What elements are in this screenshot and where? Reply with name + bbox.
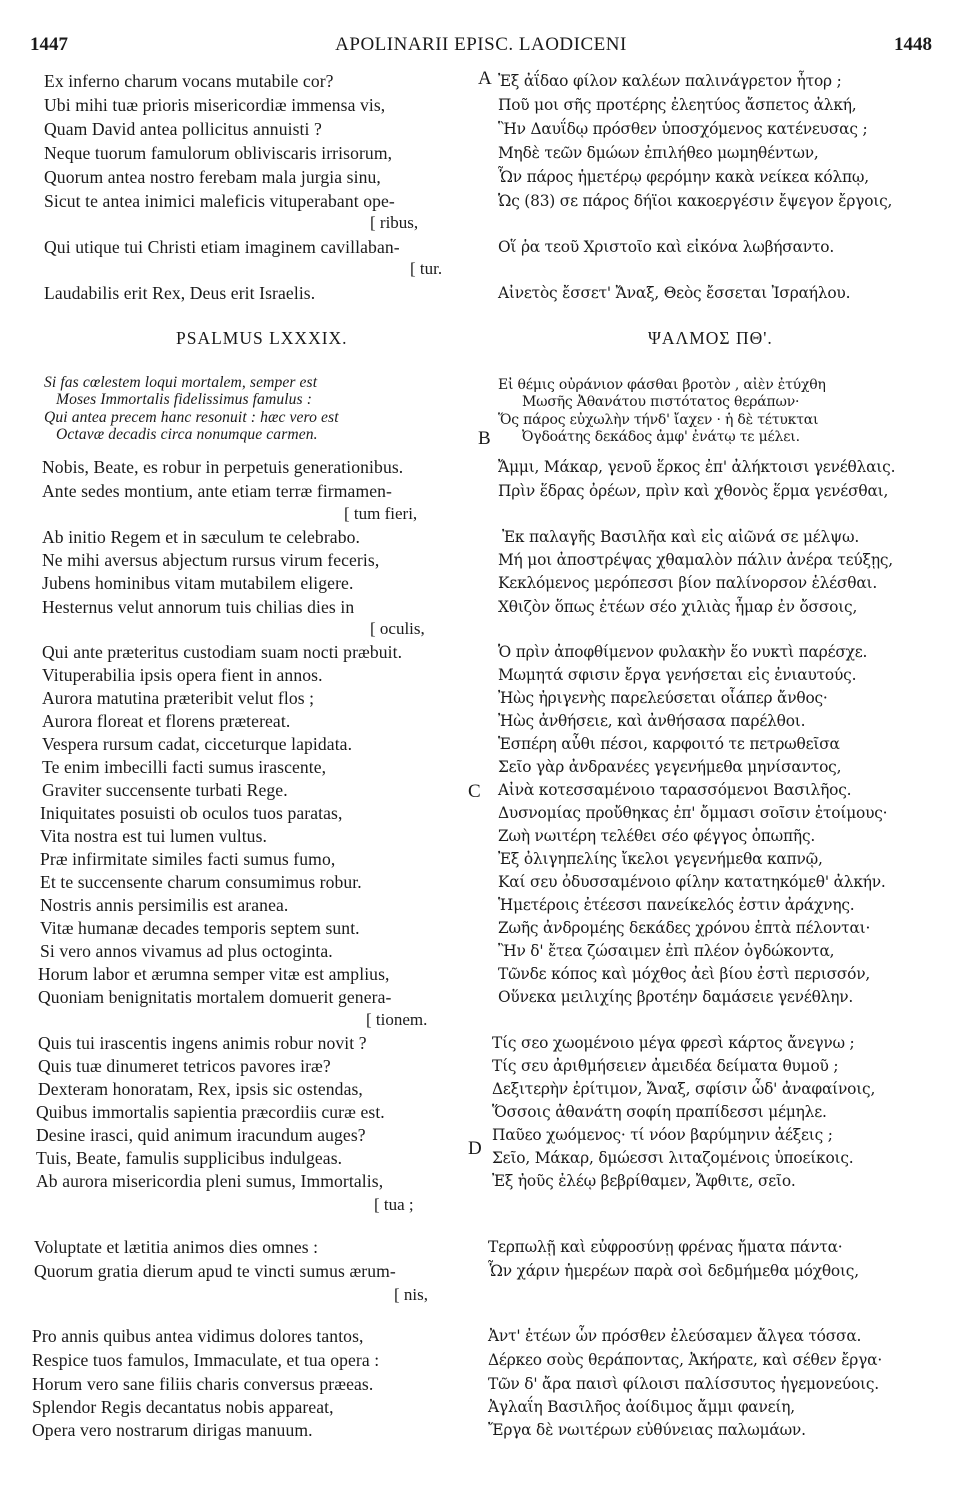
latin-line: Ubi mihi tuæ prioris misericordiæ immensa vis, (44, 95, 386, 115)
greek-line: Παῦεο χωόμενος· τί νόον βαρύμηνιν ἀέξεις ; (492, 1126, 833, 1144)
greek-line: Μηδὲ τεῶν δμώων ἐπιλήθεο μωμηθέντων, (498, 144, 819, 162)
latin-continuation: [ ribus, (370, 213, 419, 232)
latin-line: Si vero annos vivamus ad plus octoginta. (40, 941, 333, 961)
latin-preface-line: Moses Immortalis fidelissimus famulus : (56, 391, 313, 408)
greek-line: Μωμητά σφισιν ἔργα γενήσεται εἰς ἐνιαυτούς. (498, 666, 857, 684)
latin-line: Ne mihi aversus abjectum rursus virum feceris, (42, 550, 380, 570)
latin-line: Laudabilis erit Rex, Deus erit Israelis. (44, 283, 316, 303)
greek-line: Οὕνεκα μειλιχίης βροτέην δαμάσειε γενέθλην. (498, 988, 854, 1006)
greek-line: Ζωὴ νωιτέρη τελέθει σέο φέγγος ὀπωπῆς. (498, 827, 816, 845)
greek-line: Ἢν δ' ἔτεα ζώσαιμεν ἐπὶ πλέον ὀγδώκοντα, (498, 942, 835, 960)
margin-letter-a: A (478, 68, 492, 89)
latin-line: Sicut te antea inimici maleficis vituperabant ope- (44, 191, 395, 211)
latin-line: Respice tuos famulos, Immaculate, et tua opera : (32, 1350, 380, 1370)
latin-line: Qui utique tui Christi etiam imaginem cavillaban- (44, 237, 400, 257)
greek-line: Τίς σεο χωομένοιο μέγα φρεσὶ κάρτος ἄνεγνω ; (492, 1034, 855, 1052)
greek-line: Σεῖο γὰρ ἀνδρανέες γεγενήμεθα μηνίσαντος, (498, 758, 842, 776)
latin-line: Præ infirmitate similes facti sumus fumo, (40, 849, 336, 869)
greek-preface-line: Εἰ θέμις οὐράνιον φάσθαι βροτὸν , αἰὲν ἐτύχθη (498, 377, 826, 393)
greek-line: Ζωῆς ἀνδρομέης δεκάδες χρόνου ἑπτὰ πέλονται· (498, 919, 871, 937)
latin-line: Neque tuorum famulorum obliviscaris irrisorum, (44, 143, 393, 163)
latin-line: Voluptate et lætitia animos dies omnes : (34, 1237, 319, 1257)
greek-line: Ποῦ μοι σῆς προτέρης ἐλεητύος ἄσπετος ἀλκή, (498, 96, 857, 114)
greek-line: Ἐξ ἀΐδαο φίλον καλέων παλινάγρετον ἦτορ ; (498, 72, 842, 90)
greek-line: Αἰνὰ κοτεσσαμένοιο ταρασσόμενοι Βασιλῆος. (498, 781, 852, 799)
latin-line: Quoniam benignitatis mortalem domuerit genera- (38, 987, 392, 1007)
latin-line: Quis tuæ dinumeret tetricos pavores iræ? (38, 1056, 331, 1076)
greek-line: Χθιζὸν ὅπως ἐτέων σέο χιλιὰς ἦμαρ ἐν ὄσσοις, (498, 598, 858, 616)
latin-line: Qui ante præteritus custodiam suam nocti præbuit. (42, 642, 403, 662)
greek-line: Ἣν Δαυΐδῳ πρόσθεν ὑποσχόμενος κατένευσας ; (498, 120, 868, 138)
psalm-title-greek: ΨΑΛΜΟΣ ΠΘ'. (648, 328, 773, 348)
latin-continuation: [ nis, (394, 1285, 428, 1304)
latin-line: Et te succensente charum consumimus robur. (40, 872, 362, 892)
latin-line: Quorum gratia dierum apud te vincti sumus ærum- (34, 1261, 396, 1281)
latin-line: Nostris annis persimilis est aranea. (40, 895, 289, 915)
greek-line: Αἰνετὸς ἔσσετ' Ἄναξ, Θεὸς ἔσσεται Ἰσραήλου. (498, 284, 851, 302)
greek-line: Ἐξ ἠοῦς ἐλέῳ βεβρίθαμεν, Ἄφθιτε, σεῖο. (492, 1172, 796, 1190)
greek-line: Ἐκ παλαγῆς Βασιλῆα καὶ εἰς αἰῶνά σε μέλψω. (502, 528, 860, 546)
latin-continuation: [ tionem. (366, 1010, 428, 1029)
greek-line: Ἀγλαΐη Βασιλῆος ἀοίδιμος ἄμμι φανείη, (488, 1398, 795, 1416)
latin-continuation: [ tur. (410, 259, 443, 278)
latin-line: Opera vero nostrarum dirigas manuum. (32, 1420, 313, 1440)
latin-line: Quis tui irascentis ingens animis robur novit ? (38, 1033, 367, 1053)
greek-line: Ὡς (83) σε πάρος δήϊοι κακοεργέσιν ἔψεγον ἔργοις, (498, 192, 893, 210)
greek-line: Ἔργα δὲ νωιτέρων εὐθύνειας παλωμάων. (488, 1421, 806, 1439)
greek-line: Ἑσπέρη αὖθι πέσοι, καρφοιτό τε πετρωθεῖσα (498, 735, 840, 753)
latin-line: Nobis, Beate, es robur in perpetuis generationibus. (42, 457, 404, 477)
greek-line: Ὧν πάρος ἡμετέρῳ φερόμην κακὰ νείκεα κόλπῳ, (498, 168, 869, 186)
greek-line: Ἠὼς ἠριγενὴς παρελεύσεται οἷάπερ ἄνθος· (498, 689, 828, 707)
greek-line: Ὧν χάριν ἡμερέων παρὰ σοὶ δεδμήμεθα μόχθοις, (488, 1262, 859, 1280)
latin-line: Pro annis quibus antea vidimus dolores tantos, (32, 1326, 364, 1346)
running-title: APOLINARII EPISC. LAODICENI (335, 34, 627, 55)
greek-line: Οἵ ῥα τεοῦ Χριστοῖο καὶ εἰκόνα λωβήσαντο. (498, 238, 835, 256)
latin-line: Aurora matutina præteribit velut flos ; (42, 688, 315, 708)
latin-continuation: [ oculis, (370, 619, 425, 638)
page-number-right: 1448 (894, 34, 932, 55)
latin-line: Vitæ humanæ decades temporis septem sunt. (40, 918, 360, 938)
latin-line: Aurora floreat et florens prætereat. (42, 711, 291, 731)
greek-line: Τῶν δ' ἄρα παισὶ φίλοισι παλίσσυτος ἡγεμονεύοις. (488, 1375, 879, 1393)
greek-line: Ἐξ ὀλιγηπελίης ἴκελοι γεγενήμεθα καπνῷ, (498, 850, 823, 868)
latin-line: Ante sedes montium, ante etiam terræ firmamen- (42, 481, 393, 501)
greek-preface-line: Ὅς πάρος εὐχωλὴν τήνδ' ἴαχεν · ἡ δὲ τέτυκται (498, 412, 819, 428)
greek-line: Ἀντ' ἐτέων ὧν πρόσθεν ἐλεύσαμεν ἄλγεα τόσσα. (488, 1327, 862, 1345)
latin-line: Quam David antea pollicitus annuisti ? (44, 119, 322, 139)
latin-line: Dexteram honoratam, Rex, ipsis sic ostendas, (38, 1079, 363, 1099)
latin-line: Vita nostra est tui lumen vultus. (40, 826, 268, 846)
latin-line: Quorum antea nostro ferebam mala jurgia sinu, (44, 167, 381, 187)
margin-letter-c: C (468, 781, 481, 802)
greek-line: Δεξιτερὴν ἐρίτιμον, Ἄναξ, σφίσιν ὧδ' ἀναφαίνοις, (492, 1080, 876, 1098)
latin-line: Quibus immortalis sapientia præcordiis curæ est. (36, 1102, 385, 1122)
latin-line: Te enim imbecilli facti sumus irascente, (42, 757, 327, 777)
greek-preface-line: Ὀγδοάτης δεκάδος ἀμφ' ἐνάτῳ τε μέλει. (522, 429, 800, 445)
greek-line: Ὁ πρὶν ἀποφθίμενον φυλακὴν ἕο νυκτὶ παρέσχε. (498, 643, 868, 661)
page-number-left: 1447 (30, 34, 68, 55)
latin-line: Horum vero sane filiis charis conversus præeas. (32, 1374, 374, 1394)
latin-continuation: [ tum fieri, (344, 504, 418, 523)
latin-line: Ab aurora misericordia pleni sumus, Immortalis, (36, 1171, 384, 1191)
latin-line: Jubens hominibus vitam mutabilem eligere. (42, 573, 354, 593)
latin-line: Splendor Regis decantatus nobis appareat, (32, 1397, 334, 1417)
page-header (30, 34, 932, 58)
greek-preface-line: Μωσῆς Ἀθανάτου πιστότατος θεράπων· (522, 394, 800, 410)
latin-line: Hesternus velut annorum tuis chilias dies in (42, 597, 355, 617)
latin-line: Graviter succensente turbati Rege. (42, 780, 288, 800)
greek-line: Τίς σευ ἀριθμήσειεν ἀμειδέα δείματα θυμοῦ ; (492, 1057, 839, 1075)
greek-line: Σεῖο, Μάκαρ, δμώεσσι λιταζομένοις ὑποείκοις. (492, 1149, 854, 1167)
latin-continuation: [ tua ; (374, 1195, 414, 1214)
latin-line: Iniquitates posuisti ob oculos tuos paratas, (40, 803, 343, 823)
psalm-title-latin: PSALMUS LXXXIX. (176, 328, 348, 348)
latin-line: Vituperabilia ipsis opera fient in annos. (42, 665, 323, 685)
latin-line: Tuis, Beate, famulis supplicibus indulgeas. (36, 1148, 343, 1168)
latin-line: Ex inferno charum vocans mutabile cor? (44, 71, 334, 91)
greek-line: Ὅσσοις ἀθανάτη σοφίη πραπίδεσσι μέμηλε. (492, 1103, 827, 1121)
margin-letter-b: B (478, 428, 491, 449)
latin-preface-line: Qui antea precem hanc resonuit : hæc vero est (44, 409, 339, 426)
greek-line: Πρὶν ἕδρας ὀρέων, πρὶν καὶ χθονὸς ἕρμα γενέσθαι, (498, 482, 889, 500)
greek-line: Τῶνδε κόπος καὶ μόχθος ἀεὶ βίου ἐστὶ περισσόν, (498, 965, 871, 983)
latin-preface-line: Octavæ decadis circa nonumque carmen. (56, 426, 318, 443)
margin-letter-d: D (468, 1138, 482, 1159)
latin-line: Ab initio Regem et in sæculum te celebrabo. (42, 527, 360, 547)
greek-line: Ἄμμι, Μάκαρ, γενοῦ ἕρκος ἐπ' ἀλήκτοισι γενέθλαις. (498, 458, 896, 476)
greek-line: Δέρκεο σοὺς θεράποντας, Ἀκήρατε, καὶ σέθεν ἔργα· (488, 1351, 883, 1369)
latin-line: Horum labor et ærumna semper vitæ est amplius, (38, 964, 390, 984)
greek-line: Ἠὼς ἀνθήσειε, καὶ ἀνθήσασα παρέλθοι. (498, 712, 806, 730)
greek-line: Δυσνομίας προὔθηκας ἐπ' ὄμμασι σοῖσιν ἑτοίμους· (498, 804, 888, 822)
latin-line: Vespera rursum cadat, cicceturque lapidata. (42, 734, 353, 754)
greek-line: Μή μοι ἀποστρέψας χθαμαλὸν πάλιν ἀνέρα τεύξῃς, (498, 551, 893, 569)
greek-line: Τερπωλῇ καὶ εὐφροσύνῃ φρένας ἤματα πάντα· (488, 1238, 843, 1256)
greek-line: Κεκλόμενος μερόπεσσι βίον παλίνορσον ἑλέσθαι. (498, 574, 878, 592)
greek-line: Ἡμετέροις ἐτέεσσι πανείκελός ἐστιν ἀράχνης. (498, 896, 855, 914)
latin-line: Desine irasci, quid animum iracundum auges? (36, 1125, 366, 1145)
latin-preface-line: Si fas cœlestem loqui mortalem, semper est (44, 374, 318, 391)
greek-line: Καί σευ ὀδυσσαμένοιο φίλην κατατηκόμεθ' ἀλκήν. (498, 873, 886, 891)
